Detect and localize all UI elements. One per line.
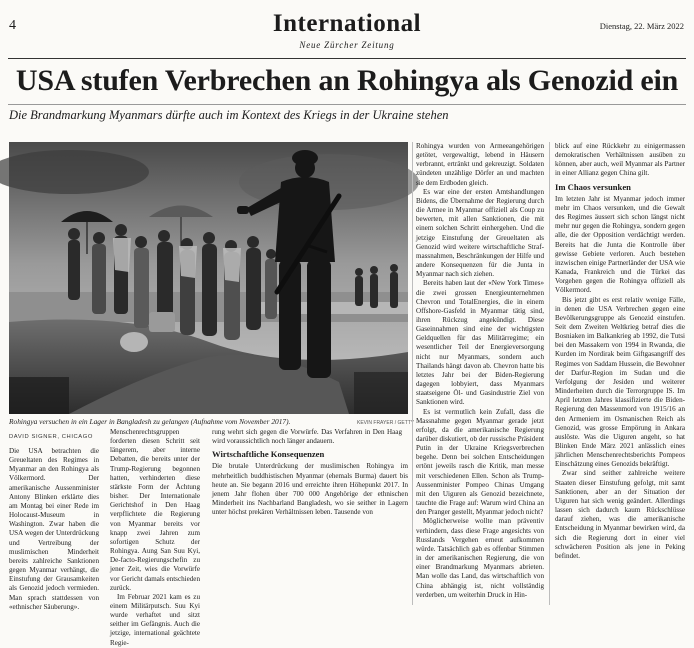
column-2	[110, 428, 200, 647]
byline: DAVID SIGNER, CHICAGO	[9, 434, 93, 440]
paragraph: Bereits haben laut der «New York Times» die zwei grossen Energieunternehmen Chevron und TotalEnergies, die in einem Offshore-Gasfeld in Myanmar tätig sind, ihren Rückzug angekündigt. Diese Gaseinnahmen sind eine der wichtigsten Geldquellen für das Militärregime; ein wesentlicher Teil der Energieversorgung nicht nur Myanmars, sondern auch Thailands hängt davon ab. Chevron hatte bis letztes Jahr bei der Biden-Regierung dagegen lobbyiert, dass Myanmars staatseigene Öl- und Gasindustrie Ziel von Sanktionen wird.	[416, 279, 544, 407]
photo-caption: Rohingya versuchen in ein Lager in Bangladesh zu gelangen (Aufnahme vom November 2017).	[9, 417, 291, 426]
paragraph: Im Februar 2021 kam es zu einem Militärputsch. Suu Kyi wurde verhaftet und sitzt seither im Gefängnis. Auch die jetzige, international geächtete Regie-	[110, 592, 200, 647]
section-title: International	[272, 10, 422, 37]
paragraph: blick auf eine Rückkehr zu einigermassen demokratischen Verhältnissen ausüben zu können, aber auch, weil Myanmar als Partner in einer Allianz gegen China gilt.	[555, 142, 685, 178]
masthead	[0, 0, 694, 60]
masthead-rule	[8, 58, 686, 59]
issue-date: Dienstag, 22. März 2022	[599, 21, 684, 31]
paragraph: Rohingya wurden von Armeeangehörigen getötet, vergewaltigt, lebend in Häusern verbrannt, ertränkt und gekreuzigt. Soldaten zündeten unzählige Dörfer an und machten sie dem Erdboden gleich.	[416, 142, 544, 187]
article-photo	[9, 142, 408, 414]
paragraph: Zwar sind seither zahlreiche weitere Staaten dieser Einstufung gefolgt, mit samt Sanktionen, aber an der Situation der Uiguren hat sich wenig geändert. Allerdings lassen sich dadurch kaum Rückschlüsse darauf ziehen, was die amerikanische Entscheidung in Myanmar bewirken wird, da sich die Regierung dort in einer viel schwächeren Position als jene in Peking befindet.	[555, 469, 685, 560]
newspaper-name: Neue Zürcher Zeitung	[299, 40, 395, 50]
photo-illustration	[9, 142, 408, 414]
headline: USA stufen Verbrechen an Rohingya als Genozid ein	[15, 64, 679, 97]
subheading: Wirtschaftliche Konsequenzen	[212, 449, 325, 460]
paragraph: Es war eine der ersten Amtshandlungen Bidens, die Übernahme der Regierung durch die Armee in Myanmar offiziell als Coup zu bewerten, mit allen Sanktionen, die mit einem solchen Schritt einhergehen. Und die jetzige Einstufung der Greueltaten als Genozid wird weitere wirtschaftliche Strafmassnahmen, Beschränkungen der Hilfe und andere Konsequenzen für die Junta in Myanmar nach sich ziehen.	[416, 187, 544, 279]
column-5	[555, 142, 685, 605]
subheading: Im Chaos versunken	[555, 181, 631, 192]
headline-rule	[8, 104, 686, 105]
paragraph: Im letzten Jahr ist Myanmar jedoch immer mehr im Chaos versunken, und die Gewalt des Regimes äussert sich schon längst nicht mehr nur gegen die Rohingya, sondern gegen alle, die der Opposition verdächtigt werden. Bereits hat die Junta die Kontrolle über gewisse Gebiete verloren. Auch bestehen inzwischen einige Partnerländer der USA wie Kanada, Frankreich und die Türkei das Vorgehen gegen die Rohingya offiziell als Völkermord.	[555, 194, 685, 295]
page-number: 4	[9, 18, 16, 33]
column-divider	[412, 142, 413, 605]
paragraph: Bis jetzt gibt es erst relativ wenige Fälle, in denen die USA Verbrechen gegen eine Bevölkerungsgruppe als Genozid einstufen. Seit dem Zweiten Weltkrieg betraf dies die Bosniaken im Balkankrieg ab 1992, die Tutsi bei den Massakern von 1994 in Rwanda, die Kurden im Nordirak beim Giftgasangriff des Regimes von Saddam Hussein, die Bewohner der Darfur-Region im Sudan und die Verfolgung der Jesiden und weiterer Minderheiten durch die Terrorgruppe IS. Im April letzten Jahres klassifizierte die Biden-Regierung den Massenmord von 1915/16 an den Armeniern im Osmanischen Reich als Genozid, was grosse Empörung in Ankara auslöste. Was die Uiguren angeht, so hat Blinken Ende März 2021 anlässlich eines jährlichen Menschenrechtsberichts Pompeos Einschätzung eines Genozids bekräftigt.	[555, 295, 685, 469]
photo-credit: KEVIN FRAYER / GETTY	[357, 420, 415, 426]
column-3	[212, 428, 408, 606]
paragraph: rung wehrt sich gegen die Vorwürfe. Das Verfahren in Den Haag wird voraussichtlich noch länger andauern.	[212, 428, 402, 446]
paragraph: Es ist vermutlich kein Zufall, dass die Massnahme gegen Myanmar gerade jetzt erfolgt, da die amerikanische Regierung darüber diskutiert, ob der russische Präsident Putin in der Ukraine Kriegsverbrechen begehe. Denn bei solchen Entscheidungen ertönt jeweils rasch die Kritik, man messe mit verschiedenen Ellen. Schon als Trump-Aussenminister Pompeo Chinas Umgang mit den Uiguren als Genozid bezeichnete, tauchte die Frage auf: Warum wird China an den Pranger gestellt, Myanmar jedoch nicht?	[416, 407, 544, 517]
column-1	[9, 447, 99, 611]
paragraph: Die brutale Unterdrückung der muslimischen Rohingya im mehrheitlich buddhistischen Myanmar (ehemals Burma) dauert bis heute an. Sie begann 2016 und erreichte ihren Höhepunkt 2017. In jenem Jahr flohen über 700 000 Angehörige der ethnischen Minderheit ins Nachbarland Bangladesh, wo sie seither in Lagern unter höchst prekären Verhältnissen leben. Tausende von	[212, 462, 408, 517]
paragraph: Menschenrechtsgruppen forderten diesen Schritt seit längerem, aber interne Debatten, die bereits unter der Trump-Regierung begonnen hatten, verhinderten diese stärkste Form der Ächtung bisher. Der Internationale Gerichtshof in Den Haag verpflichtete die Regierung von Myanmar bereits vor knapp zwei Jahren zum sofortigen Schutz der Rohingya. Aung San Suu Kyi, De-facto-Regierungschefin zu jener Zeit, wies die Vorwürfe vor Gericht damals entschieden zurück.	[110, 428, 200, 592]
paragraph: Möglicherweise wollte man präventiv verhindern, dass diese Frage angesichts von Russlands Vergehen erneut aufkommen würde. Tatsächlich gab es offenbar Stimmen in der amerikanischen Regierung, die von einer Brandmarkung Myanmars abrieten. Man wolle das Land, das wirtschaftlich von China abhängig ist, nicht vollständig verderben, um weiterhin Druck in Hin-	[416, 517, 544, 599]
subheadline: Die Brandmarkung Myanmars dürfte auch im Kontext des Kriegs in der Ukraine stehen	[9, 108, 449, 122]
column-divider	[549, 142, 550, 605]
column-4	[416, 142, 544, 605]
paragraph: Die USA betrachten die Greueltaten des Regimes in Myanmar an den Rohingya als Völkermord. Der amerikanische Aussenminister Antony Blinken erklärte dies am Montag bei einer Rede im Holocaust-Museum in Washington. Zwar haben die USA wegen der Unterdrückung und Vertreibung der muslimischen Minderheit bereits zahlreiche Sanktionen gegen Myanmar verhängt, die Einstufung der Grausamkeiten als Genozid jedoch vermieden. Man sprach stattdessen von «ethnischer Säuberung».	[9, 447, 99, 611]
